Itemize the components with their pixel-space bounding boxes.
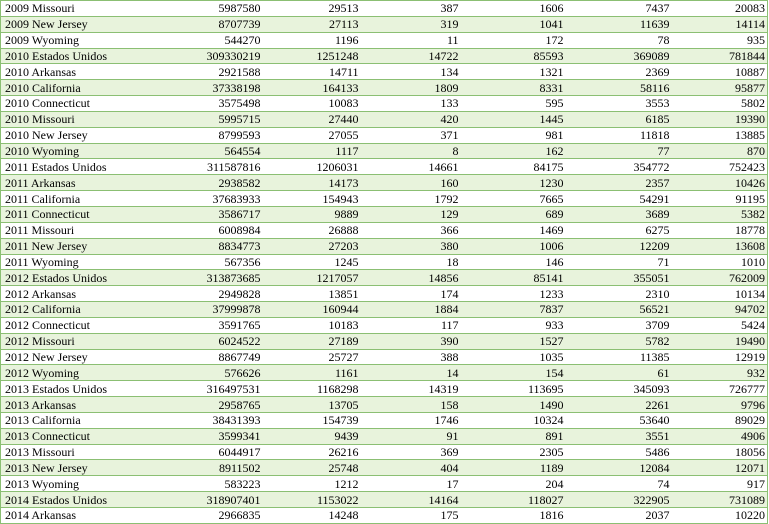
row-label-cell: 2014 Arkansas [1, 508, 151, 524]
value-cell: 3551 [566, 428, 672, 444]
value-cell: 1606 [461, 1, 566, 17]
table-row [1, 476, 768, 492]
value-cell: 1010 [672, 254, 768, 270]
value-cell: 6024522 [151, 333, 263, 349]
value-cell: 371 [361, 127, 461, 143]
table-row [1, 302, 768, 318]
value-cell: 5995715 [151, 111, 263, 127]
table-row [1, 96, 768, 112]
value-cell: 14722 [361, 48, 461, 64]
value-cell: 935 [672, 32, 768, 48]
value-cell: 129 [361, 206, 461, 222]
value-cell: 18056 [672, 444, 768, 460]
value-cell: 390 [361, 333, 461, 349]
value-cell: 1153022 [263, 492, 361, 508]
value-cell: 13885 [672, 127, 768, 143]
value-cell: 3591765 [151, 317, 263, 333]
row-label-cell: 2011 California [1, 191, 151, 207]
row-label-cell: 2011 Missouri [1, 222, 151, 238]
value-cell: 95877 [672, 80, 768, 96]
value-cell: 27203 [263, 238, 361, 254]
value-cell: 74 [566, 476, 672, 492]
value-cell: 160 [361, 175, 461, 191]
value-cell: 731089 [672, 492, 768, 508]
table-row [1, 349, 768, 365]
value-cell: 1168298 [263, 381, 361, 397]
value-cell: 981 [461, 127, 566, 143]
value-cell: 10183 [263, 317, 361, 333]
value-cell: 2310 [566, 286, 672, 302]
table-row [1, 460, 768, 476]
value-cell: 8911502 [151, 460, 263, 476]
value-cell: 870 [672, 143, 768, 159]
value-cell: 27440 [263, 111, 361, 127]
row-label-cell: 2012 New Jersey [1, 349, 151, 365]
table-body [1, 1, 768, 524]
value-cell: 12084 [566, 460, 672, 476]
value-cell: 576626 [151, 365, 263, 381]
value-cell: 10134 [672, 286, 768, 302]
value-cell: 2958765 [151, 397, 263, 413]
value-cell: 8834773 [151, 238, 263, 254]
value-cell: 544270 [151, 32, 263, 48]
value-cell: 1196 [263, 32, 361, 48]
value-cell: 2369 [566, 64, 672, 80]
value-cell: 1233 [461, 286, 566, 302]
value-cell: 8331 [461, 80, 566, 96]
value-cell: 13608 [672, 238, 768, 254]
value-cell: 54291 [566, 191, 672, 207]
value-cell: 91 [361, 428, 461, 444]
value-cell: 11 [361, 32, 461, 48]
value-cell: 932 [672, 365, 768, 381]
value-cell: 1884 [361, 302, 461, 318]
value-cell: 1006 [461, 238, 566, 254]
value-cell: 20083 [672, 1, 768, 17]
value-cell: 1527 [461, 333, 566, 349]
value-cell: 19390 [672, 111, 768, 127]
value-cell: 1161 [263, 365, 361, 381]
table-row [1, 127, 768, 143]
value-cell: 1041 [461, 16, 566, 32]
value-cell: 1035 [461, 349, 566, 365]
value-cell: 17 [361, 476, 461, 492]
value-cell: 1245 [263, 254, 361, 270]
table-row [1, 159, 768, 175]
value-cell: 7837 [461, 302, 566, 318]
value-cell: 2949828 [151, 286, 263, 302]
value-cell: 94702 [672, 302, 768, 318]
value-cell: 933 [461, 317, 566, 333]
value-cell: 1490 [461, 397, 566, 413]
row-label-cell: 2010 Missouri [1, 111, 151, 127]
value-cell: 174 [361, 286, 461, 302]
value-cell: 2921588 [151, 64, 263, 80]
row-label-cell: 2010 New Jersey [1, 127, 151, 143]
value-cell: 380 [361, 238, 461, 254]
value-cell: 7437 [566, 1, 672, 17]
value-cell: 1212 [263, 476, 361, 492]
value-cell: 1469 [461, 222, 566, 238]
row-label-cell: 2009 Missouri [1, 1, 151, 17]
table-row [1, 238, 768, 254]
value-cell: 2261 [566, 397, 672, 413]
value-cell: 567356 [151, 254, 263, 270]
value-cell: 420 [361, 111, 461, 127]
value-cell: 583223 [151, 476, 263, 492]
value-cell: 319 [361, 16, 461, 32]
row-label-cell: 2012 Estados Unidos [1, 270, 151, 286]
value-cell: 89029 [672, 412, 768, 428]
value-cell: 11818 [566, 127, 672, 143]
value-cell: 388 [361, 349, 461, 365]
value-cell: 38431393 [151, 412, 263, 428]
value-cell: 61 [566, 365, 672, 381]
value-cell: 917 [672, 476, 768, 492]
value-cell: 322905 [566, 492, 672, 508]
value-cell: 14164 [361, 492, 461, 508]
row-label-cell: 2012 Wyoming [1, 365, 151, 381]
value-cell: 91195 [672, 191, 768, 207]
value-cell: 14711 [263, 64, 361, 80]
table-row [1, 191, 768, 207]
value-cell: 14661 [361, 159, 461, 175]
value-cell: 313873685 [151, 270, 263, 286]
value-cell: 14114 [672, 16, 768, 32]
table-row [1, 222, 768, 238]
value-cell: 11639 [566, 16, 672, 32]
value-cell: 5802 [672, 96, 768, 112]
value-cell: 25727 [263, 349, 361, 365]
table-row [1, 143, 768, 159]
value-cell: 752423 [672, 159, 768, 175]
value-cell: 355051 [566, 270, 672, 286]
value-cell: 10887 [672, 64, 768, 80]
table-row [1, 317, 768, 333]
value-cell: 18778 [672, 222, 768, 238]
value-cell: 85593 [461, 48, 566, 64]
table-row [1, 1, 768, 17]
value-cell: 762009 [672, 270, 768, 286]
table-row [1, 111, 768, 127]
row-label-cell: 2010 California [1, 80, 151, 96]
value-cell: 1117 [263, 143, 361, 159]
row-label-cell: 2010 Arkansas [1, 64, 151, 80]
value-cell: 14248 [263, 508, 361, 524]
value-cell: 162 [461, 143, 566, 159]
row-label-cell: 2014 Estados Unidos [1, 492, 151, 508]
value-cell: 2938582 [151, 175, 263, 191]
value-cell: 369 [361, 444, 461, 460]
row-label-cell: 2013 Missouri [1, 444, 151, 460]
value-cell: 9889 [263, 206, 361, 222]
value-cell: 3575498 [151, 96, 263, 112]
row-label-cell: 2012 Missouri [1, 333, 151, 349]
value-cell: 26216 [263, 444, 361, 460]
value-cell: 13851 [263, 286, 361, 302]
value-cell: 78 [566, 32, 672, 48]
value-cell: 726777 [672, 381, 768, 397]
value-cell: 26888 [263, 222, 361, 238]
value-cell: 160944 [263, 302, 361, 318]
value-cell: 5987580 [151, 1, 263, 17]
value-cell: 10426 [672, 175, 768, 191]
value-cell: 56521 [566, 302, 672, 318]
table-row [1, 397, 768, 413]
value-cell: 10083 [263, 96, 361, 112]
row-label-cell: 2011 Connecticut [1, 206, 151, 222]
value-cell: 5424 [672, 317, 768, 333]
table-row [1, 428, 768, 444]
value-cell: 18 [361, 254, 461, 270]
table-row [1, 80, 768, 96]
value-cell: 1230 [461, 175, 566, 191]
value-cell: 564554 [151, 143, 263, 159]
value-cell: 8707739 [151, 16, 263, 32]
value-cell: 5382 [672, 206, 768, 222]
table-row [1, 412, 768, 428]
value-cell: 3599341 [151, 428, 263, 444]
value-cell: 2037 [566, 508, 672, 524]
value-cell: 2357 [566, 175, 672, 191]
value-cell: 118027 [461, 492, 566, 508]
value-cell: 10324 [461, 412, 566, 428]
row-label-cell: 2013 Estados Unidos [1, 381, 151, 397]
value-cell: 689 [461, 206, 566, 222]
row-label-cell: 2011 New Jersey [1, 238, 151, 254]
value-cell: 3709 [566, 317, 672, 333]
value-cell: 12071 [672, 460, 768, 476]
row-label-cell: 2010 Estados Unidos [1, 48, 151, 64]
value-cell: 2305 [461, 444, 566, 460]
value-cell: 8867749 [151, 349, 263, 365]
value-cell: 3689 [566, 206, 672, 222]
value-cell: 318907401 [151, 492, 263, 508]
value-cell: 404 [361, 460, 461, 476]
value-cell: 154943 [263, 191, 361, 207]
row-label-cell: 2009 Wyoming [1, 32, 151, 48]
value-cell: 117 [361, 317, 461, 333]
value-cell: 1809 [361, 80, 461, 96]
value-cell: 345093 [566, 381, 672, 397]
value-cell: 11385 [566, 349, 672, 365]
value-cell: 891 [461, 428, 566, 444]
value-cell: 5486 [566, 444, 672, 460]
value-cell: 1746 [361, 412, 461, 428]
value-cell: 12209 [566, 238, 672, 254]
row-label-cell: 2010 Connecticut [1, 96, 151, 112]
value-cell: 84175 [461, 159, 566, 175]
table-row [1, 175, 768, 191]
table-row [1, 365, 768, 381]
value-cell: 154739 [263, 412, 361, 428]
table-row [1, 254, 768, 270]
row-label-cell: 2011 Wyoming [1, 254, 151, 270]
value-cell: 10220 [672, 508, 768, 524]
value-cell: 77 [566, 143, 672, 159]
value-cell: 8799593 [151, 127, 263, 143]
value-cell: 1445 [461, 111, 566, 127]
value-cell: 58116 [566, 80, 672, 96]
value-cell: 6185 [566, 111, 672, 127]
table-row [1, 206, 768, 222]
value-cell: 37999878 [151, 302, 263, 318]
value-cell: 133 [361, 96, 461, 112]
value-cell: 85141 [461, 270, 566, 286]
value-cell: 27189 [263, 333, 361, 349]
value-cell: 3586717 [151, 206, 263, 222]
row-label-cell: 2011 Estados Unidos [1, 159, 151, 175]
value-cell: 14319 [361, 381, 461, 397]
value-cell: 1816 [461, 508, 566, 524]
value-cell: 2966835 [151, 508, 263, 524]
value-cell: 25748 [263, 460, 361, 476]
value-cell: 146 [461, 254, 566, 270]
table-row [1, 32, 768, 48]
value-cell: 14856 [361, 270, 461, 286]
value-cell: 27113 [263, 16, 361, 32]
value-cell: 158 [361, 397, 461, 413]
table-row [1, 492, 768, 508]
value-cell: 387 [361, 1, 461, 17]
value-cell: 8 [361, 143, 461, 159]
value-cell: 1206031 [263, 159, 361, 175]
value-cell: 29513 [263, 1, 361, 17]
table-row [1, 286, 768, 302]
value-cell: 1251248 [263, 48, 361, 64]
value-cell: 6275 [566, 222, 672, 238]
row-label-cell: 2013 Connecticut [1, 428, 151, 444]
value-cell: 13705 [263, 397, 361, 413]
value-cell: 172 [461, 32, 566, 48]
table-row [1, 48, 768, 64]
value-cell: 37338198 [151, 80, 263, 96]
value-cell: 27055 [263, 127, 361, 143]
value-cell: 3553 [566, 96, 672, 112]
value-cell: 6044917 [151, 444, 263, 460]
value-cell: 113695 [461, 381, 566, 397]
value-cell: 369089 [566, 48, 672, 64]
value-cell: 9796 [672, 397, 768, 413]
value-cell: 14173 [263, 175, 361, 191]
table-row [1, 381, 768, 397]
row-label-cell: 2012 Arkansas [1, 286, 151, 302]
row-label-cell: 2013 Wyoming [1, 476, 151, 492]
row-label-cell: 2013 New Jersey [1, 460, 151, 476]
value-cell: 5782 [566, 333, 672, 349]
row-label-cell: 2009 New Jersey [1, 16, 151, 32]
table-row [1, 508, 768, 524]
table-row [1, 270, 768, 286]
value-cell: 1217057 [263, 270, 361, 286]
value-cell: 4906 [672, 428, 768, 444]
table-row [1, 16, 768, 32]
table-row [1, 444, 768, 460]
value-cell: 14 [361, 365, 461, 381]
value-cell: 164133 [263, 80, 361, 96]
value-cell: 19490 [672, 333, 768, 349]
value-cell: 9439 [263, 428, 361, 444]
value-cell: 175 [361, 508, 461, 524]
row-label-cell: 2010 Wyoming [1, 143, 151, 159]
value-cell: 204 [461, 476, 566, 492]
row-label-cell: 2013 California [1, 412, 151, 428]
row-label-cell: 2012 Connecticut [1, 317, 151, 333]
value-cell: 1321 [461, 64, 566, 80]
row-label-cell: 2011 Arkansas [1, 175, 151, 191]
value-cell: 12919 [672, 349, 768, 365]
row-label-cell: 2013 Arkansas [1, 397, 151, 413]
value-cell: 134 [361, 64, 461, 80]
value-cell: 595 [461, 96, 566, 112]
value-cell: 154 [461, 365, 566, 381]
value-cell: 53640 [566, 412, 672, 428]
value-cell: 7665 [461, 191, 566, 207]
value-cell: 781844 [672, 48, 768, 64]
value-cell: 309330219 [151, 48, 263, 64]
value-cell: 1792 [361, 191, 461, 207]
value-cell: 316497531 [151, 381, 263, 397]
value-cell: 354772 [566, 159, 672, 175]
table-row [1, 333, 768, 349]
value-cell: 1189 [461, 460, 566, 476]
value-cell: 71 [566, 254, 672, 270]
table-row [1, 64, 768, 80]
value-cell: 366 [361, 222, 461, 238]
row-label-cell: 2012 California [1, 302, 151, 318]
value-cell: 6008984 [151, 222, 263, 238]
value-cell: 37683933 [151, 191, 263, 207]
value-cell: 311587816 [151, 159, 263, 175]
